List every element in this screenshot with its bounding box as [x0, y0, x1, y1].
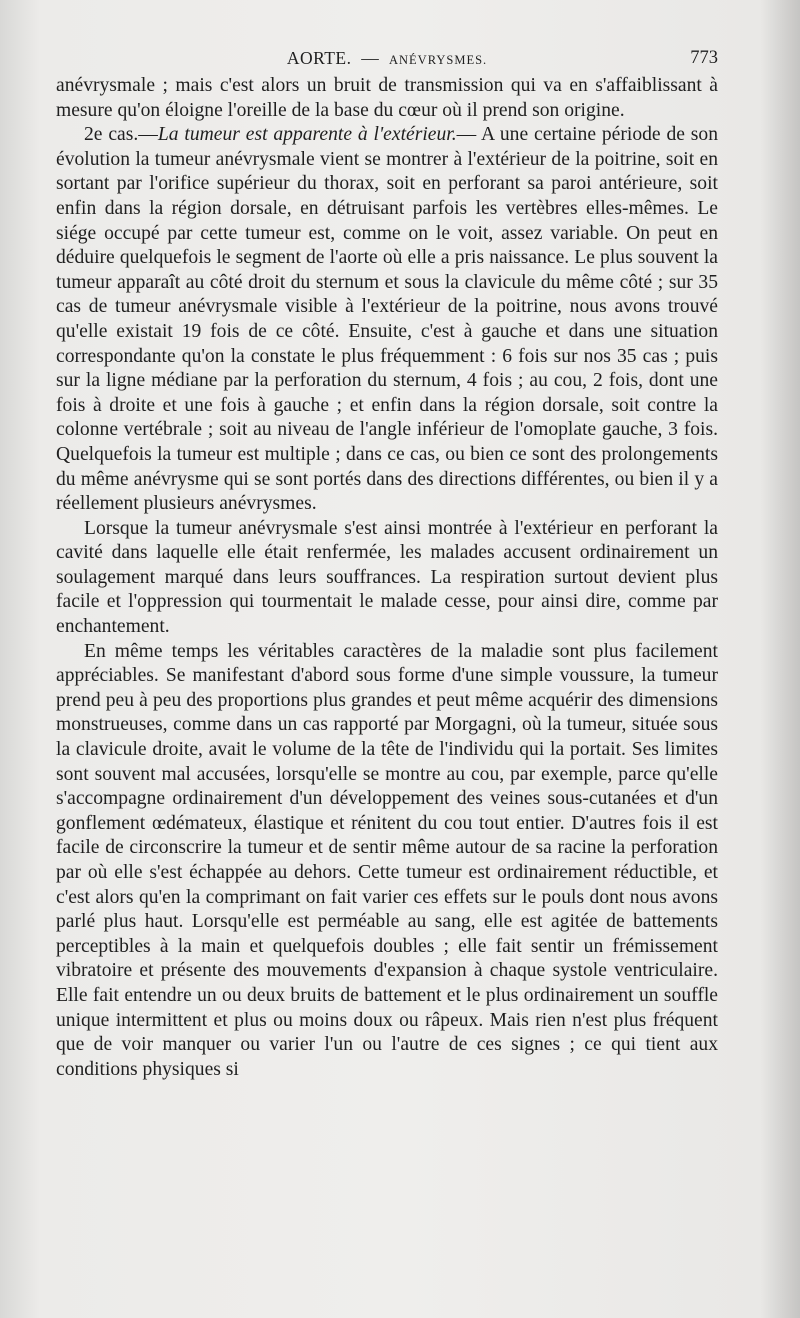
running-title — [56, 46, 718, 73]
case-body: — A une certaine période de son évolution la tumeur anévrysmale vient se montrer à l'extérieur de la poitrine, soit en sortant par l'orifice supérieur du thorax, soit en perforant sa paroi antérieure, soit enfin dans la région dorsale, en détruisant parfois les vertèbres elles-mêmes. Le siége occupé par cette tumeur est, comme on le voit, assez variable. On peut en déduire quelquefois le segment de l'aorte où elle a pris naissance. Le plus souvent la tumeur apparaît au côté droit du sternum et sous la clavicule du même côté ; sur 35 cas de tumeur anévrysmale visible à l'extérieur de la poitrine, nous avons trouvé qu'elle existait 19 fois de ce côté. Ensuite, c'est à gauche et dans une situation correspondante qu'on la constate le plus fréquemment : 6 fois sur nos 35 cas ; puis sur la ligne médiane par la perforation du sternum, 4 fois ; au cou, 2 fois, dont une fois à droite et une fois à gauche ; et enfin dans la région dorsale, soit contre la colonne vertébrale ; soit au niveau de l'angle inférieur de l'omoplate gauche, 3 fois. Quelquefois la tumeur est multiple ; dans ce cas, ou bien ce sont des prolongements du même anévrysme qui se sont portés dans des directions différentes, ou bien il y a réellement plusieurs anévrysmes. — [56, 124, 718, 515]
header-title-sub: ANÉVRYSMES. — [388, 53, 488, 67]
header-title-separator: — — [361, 48, 380, 68]
page-edge-shadow — [760, 0, 800, 1318]
page-text-block — [56, 46, 718, 1082]
paragraph-relief: Lorsque la tumeur anévrysmale s'est ainsi montrée à l'extérieur en perforant la cavité dans laquelle elle était renfermée, les malades accusent ordinairement un soulagement marqué dans leurs souffrances. La respiration surtout devient plus facile et l'oppression qui tourmentait le malade cesse, pour ainsi dire, comme par enchantement. — [56, 517, 718, 638]
header-title-main: AORTE. — [286, 48, 352, 68]
page-number: 773 — [690, 48, 718, 68]
running-header — [56, 46, 718, 72]
paragraph-continuation: anévrysmale ; mais c'est alors un bruit de transmission qui va en s'affaiblissant à mesure qu'on éloigne l'oreille de la base du cœur où il prend son origine. — [56, 75, 718, 121]
paragraph-characters: En même temps les véritables caractères de la maladie sont plus facilement appréciables. Se manifestant d'abord sous forme d'une simple voussure, la tumeur prend peu à peu des proportions plus grandes et peut même acquérir des dimensions monstrueuses, comme dans un cas rapporté par Morgagni, où la tumeur, située sous la clavicule droite, avait le volume de la tête de l'individu qui la portait. Ses limites sont souvent mal accusées, lorsqu'elle se montre au cou, par exemple, parce qu'elle s'accompagne ordinairement d'un développement des veines sous-cutanées et d'un gonflement œdémateux, élastique et rénitent du cou tout entier. D'autres fois il est facile de circonscrire la tumeur et de sentir même autour de sa racine la perforation par où elle s'est échappée au dehors. Cette tumeur est ordinairement réductible, et c'est alors qu'en la comprimant on fait varier ces effets sur le pouls dont nous avons parlé plus haut. Lorsqu'elle est perméable au sang, elle est agitée de battements perceptibles à la main et quelquefois doubles ; elle fait sentir un frémissement vibratoire et présente des mouvements d'expansion à chaque systole ventriculaire. Elle fait entendre un ou deux bruits de battement et le plus ordinairement un souffle unique intermittent et plus ou moins doux ou râpeux. Mais rien n'est plus fréquent que de voir manquer ou varier l'un ou l'autre de ces signes ; ce qui tient aux conditions physiques si — [56, 640, 718, 1080]
paragraph-case-2 — [56, 123, 718, 517]
case-heading: La tumeur est apparente à l'extérieur. — [157, 124, 457, 146]
case-label: 2e cas.— — [84, 124, 158, 146]
